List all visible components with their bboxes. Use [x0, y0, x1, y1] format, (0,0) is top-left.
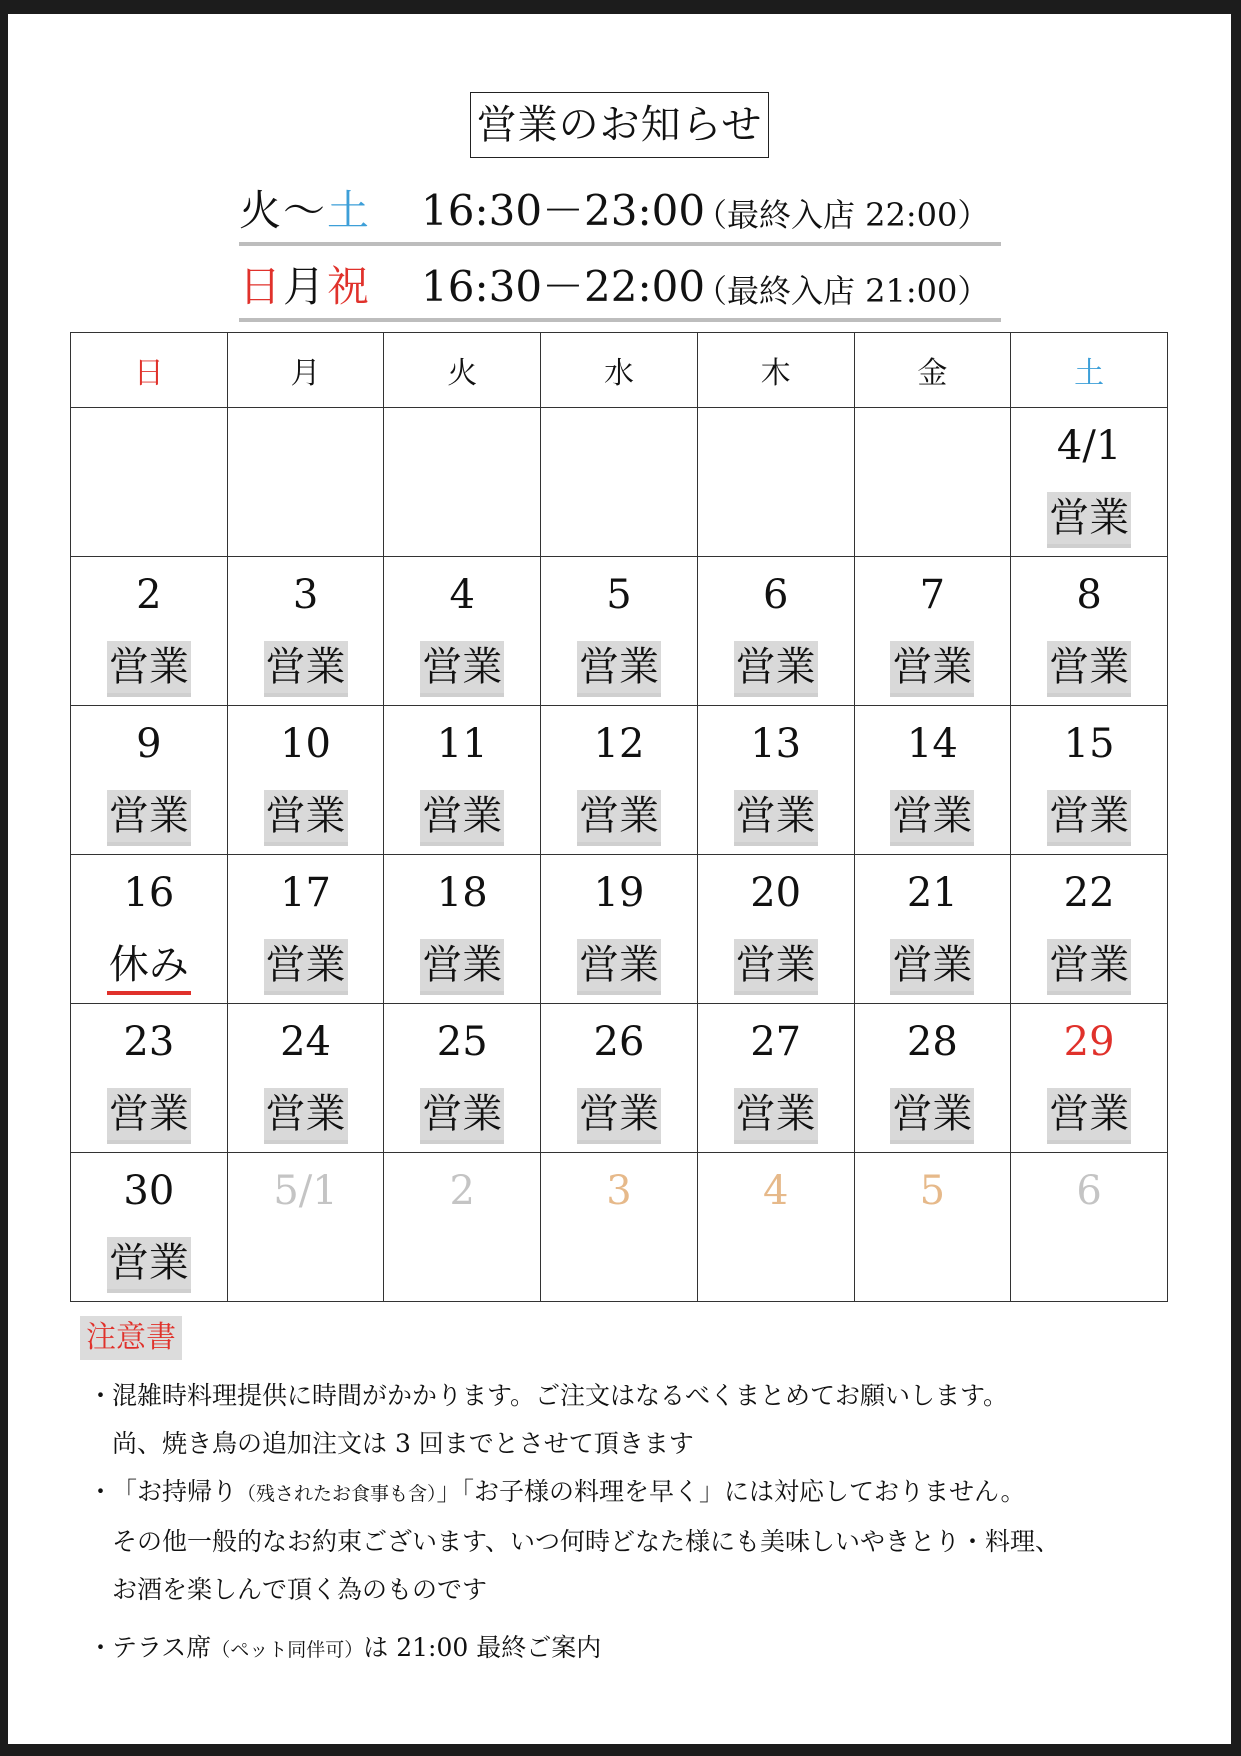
weekday-header: 木: [697, 333, 854, 408]
open-badge: 営業: [890, 939, 974, 995]
notice-text: お酒を楽しんで頂く為のものです: [112, 1575, 488, 1604]
weekday-header: 月: [227, 333, 384, 408]
day-number: [541, 426, 697, 470]
notice-line: [112, 1566, 1208, 1614]
hours-last-entry: （最終入店 21:00）: [695, 272, 990, 310]
notice-line: [112, 1372, 1208, 1420]
open-badge: 営業: [734, 1088, 818, 1144]
open-badge: 営業: [264, 939, 348, 995]
title-container: [8, 92, 1231, 158]
day-number: 9: [136, 721, 162, 767]
day-number: 25: [436, 1019, 488, 1065]
notice-text: 」「お子様の料理を早く」には対応しておりません。: [436, 1477, 1026, 1506]
hours-day-label: 火〜: [239, 186, 328, 235]
notice-page: [8, 14, 1231, 1744]
calendar-day-cell: [541, 706, 698, 855]
calendar-week-row: [71, 1153, 1168, 1302]
day-number: 7: [919, 572, 946, 618]
notice-text: 尚、焼き鳥の追加注文は 3 回までとさせて頂きます: [112, 1429, 694, 1458]
calendar-day-cell: [384, 855, 541, 1004]
open-badge: 営業: [734, 790, 818, 846]
bullet-mark: ・: [88, 1477, 114, 1506]
day-number: 17: [280, 870, 331, 916]
calendar-day-cell: [697, 1153, 854, 1302]
bullet-mark: ・: [88, 1633, 114, 1662]
open-badge: 営業: [107, 1088, 191, 1144]
calendar-day-cell: [697, 557, 854, 706]
open-badge: 営業: [890, 641, 974, 697]
open-badge: 営業: [420, 1088, 504, 1144]
hours-day-label: 日: [239, 262, 284, 311]
day-number: [384, 426, 540, 470]
day-number: 18: [436, 870, 488, 916]
open-badge: 営業: [264, 1088, 348, 1144]
calendar-day-cell: [71, 1004, 228, 1153]
notice-line: [112, 1624, 1208, 1674]
open-badge: 営業: [577, 939, 661, 995]
open-badge: 営業: [577, 1088, 661, 1144]
day-number: 8: [1076, 572, 1102, 618]
hours-time: 16:30－23:00: [421, 186, 706, 235]
day-number: 5: [606, 572, 632, 618]
day-number: 24: [280, 1019, 331, 1065]
day-number: 13: [750, 721, 802, 767]
calendar-body: [71, 408, 1168, 1302]
page-title: 営業のお知らせ: [470, 92, 770, 158]
calendar-day-cell: [854, 557, 1011, 706]
calendar-day-cell: [227, 408, 384, 557]
weekday-header-row: [71, 333, 1168, 408]
calendar-day-cell: [1011, 706, 1168, 855]
calendar: [70, 332, 1168, 1316]
calendar-day-cell: [541, 855, 698, 1004]
notice-item: [88, 1624, 1208, 1674]
open-badge: 営業: [1047, 939, 1131, 995]
hours-days: [239, 178, 371, 238]
hours-time: 16:30－22:00: [421, 262, 706, 311]
day-number: 5: [919, 1168, 946, 1214]
hours-row-weekday: [239, 186, 1001, 246]
calendar-table: [70, 332, 1168, 1302]
calendar-day-cell: [71, 855, 228, 1004]
day-number: [855, 426, 1011, 470]
day-number: 4: [762, 1168, 789, 1214]
open-badge: 営業: [734, 641, 818, 697]
day-number: 26: [593, 1019, 645, 1065]
calendar-day-cell: [384, 408, 541, 557]
day-number: 20: [750, 870, 802, 916]
calendar-day-cell: [1011, 1153, 1168, 1302]
open-badge: 営業: [1047, 492, 1131, 548]
day-number: 4/1: [1056, 423, 1122, 469]
weekday-header: 土: [1011, 333, 1168, 408]
calendar-day-cell: [384, 706, 541, 855]
calendar-day-cell: [697, 408, 854, 557]
weekday-header: 日: [71, 333, 228, 408]
hours-last-entry: （最終入店 22:00）: [695, 196, 990, 234]
calendar-day-cell: [541, 557, 698, 706]
calendar-day-cell: [541, 1153, 698, 1302]
calendar-day-cell: [227, 855, 384, 1004]
day-number: [698, 426, 854, 470]
day-number: 3: [292, 572, 319, 618]
open-badge: 営業: [264, 641, 348, 697]
calendar-day-cell: [854, 1004, 1011, 1153]
calendar-day-cell: [1011, 557, 1168, 706]
day-number: 6: [1076, 1168, 1102, 1214]
calendar-day-cell: [854, 855, 1011, 1004]
notice-item: [88, 1372, 1208, 1468]
calendar-day-cell: [1011, 1004, 1168, 1153]
notice-list: [88, 1372, 1208, 1674]
calendar-day-cell: [697, 855, 854, 1004]
day-number: 15: [1063, 721, 1115, 767]
notice-text: （ペット同伴可）: [211, 1639, 364, 1661]
weekday-header: 火: [384, 333, 541, 408]
day-number: 27: [750, 1019, 802, 1065]
notice-title: 注意書: [80, 1316, 182, 1360]
calendar-week-row: [71, 557, 1168, 706]
open-badge: 営業: [107, 1237, 191, 1293]
calendar-day-cell: [227, 1153, 384, 1302]
notice-text: 「お持帰り: [112, 1477, 238, 1506]
weekday-header: 水: [541, 333, 698, 408]
notice-line: [112, 1518, 1208, 1566]
day-number: 6: [762, 572, 789, 618]
day-number: 3: [606, 1168, 632, 1214]
notice-item: [88, 1468, 1208, 1614]
open-badge: 営業: [577, 641, 661, 697]
calendar-week-row: [71, 408, 1168, 557]
day-number: 22: [1063, 870, 1115, 916]
calendar-day-cell: [384, 557, 541, 706]
day-number: 30: [123, 1168, 175, 1214]
open-badge: 営業: [420, 939, 504, 995]
calendar-day-cell: [1011, 408, 1168, 557]
calendar-week-row: [71, 1004, 1168, 1153]
notice-text: その他一般的なお約束ございます、いつ何時どなた様にも美味しいやきとり・料理、: [112, 1527, 1061, 1556]
day-number: 23: [123, 1019, 175, 1065]
calendar-day-cell: [697, 1004, 854, 1153]
open-badge: 営業: [890, 1088, 974, 1144]
notice-text: 混雑時料理提供に時間がかかります。ご注文はなるべくまとめてお願いします。: [112, 1381, 1009, 1410]
calendar-day-cell: [384, 1004, 541, 1153]
notice-line: [112, 1420, 1208, 1468]
day-number: 2: [449, 1168, 475, 1214]
open-badge: 営業: [734, 939, 818, 995]
open-badge: 営業: [1047, 790, 1131, 846]
day-number: 2: [136, 572, 162, 618]
open-badge: 営業: [107, 641, 191, 697]
calendar-day-cell: [71, 706, 228, 855]
day-number: 10: [280, 721, 331, 767]
notice-text: （残されたお食事も含）: [237, 1483, 437, 1505]
calendar-day-cell: [697, 706, 854, 855]
hours-days: [239, 254, 371, 314]
calendar-day-cell: [854, 408, 1011, 557]
notice-text: テラス席: [112, 1633, 212, 1662]
day-number: [228, 426, 384, 470]
day-number: 14: [906, 721, 958, 767]
calendar-day-cell: [227, 706, 384, 855]
calendar-week-row: [71, 706, 1168, 855]
day-number: 29: [1063, 1019, 1115, 1065]
open-badge: 営業: [107, 790, 191, 846]
calendar-day-cell: [854, 706, 1011, 855]
hours-day-label: 月: [283, 262, 328, 311]
open-badge: 営業: [420, 641, 504, 697]
calendar-day-cell: [227, 557, 384, 706]
calendar-day-cell: [1011, 855, 1168, 1004]
open-badge: 営業: [577, 790, 661, 846]
calendar-day-cell: [541, 408, 698, 557]
day-number: 21: [906, 870, 958, 916]
calendar-week-row: [71, 855, 1168, 1004]
hours-day-label: 祝: [327, 262, 372, 311]
day-number: [71, 426, 227, 470]
notice-line: [112, 1468, 1208, 1518]
day-number: 28: [906, 1019, 958, 1065]
day-number: 16: [123, 870, 175, 916]
bullet-mark: ・: [88, 1381, 114, 1410]
weekday-header: 金: [854, 333, 1011, 408]
open-badge: 営業: [1047, 1088, 1131, 1144]
closed-badge: 休み: [107, 939, 191, 995]
day-number: 11: [436, 721, 488, 767]
calendar-day-cell: [541, 1004, 698, 1153]
open-badge: 営業: [264, 790, 348, 846]
day-number: 5/1: [273, 1168, 338, 1214]
hours-day-label: 土: [327, 186, 372, 235]
notice-text: は 21:00 最終ご案内: [363, 1633, 602, 1662]
calendar-day-cell: [384, 1153, 541, 1302]
calendar-day-cell: [71, 1153, 228, 1302]
open-badge: 営業: [890, 790, 974, 846]
day-number: 19: [593, 870, 645, 916]
calendar-day-cell: [71, 408, 228, 557]
open-badge: 営業: [1047, 641, 1131, 697]
day-number: 4: [449, 572, 475, 618]
day-number: 12: [593, 721, 645, 767]
calendar-day-cell: [854, 1153, 1011, 1302]
calendar-day-cell: [227, 1004, 384, 1153]
hours-row-holiday: [239, 262, 1001, 322]
open-badge: 営業: [420, 790, 504, 846]
calendar-day-cell: [71, 557, 228, 706]
